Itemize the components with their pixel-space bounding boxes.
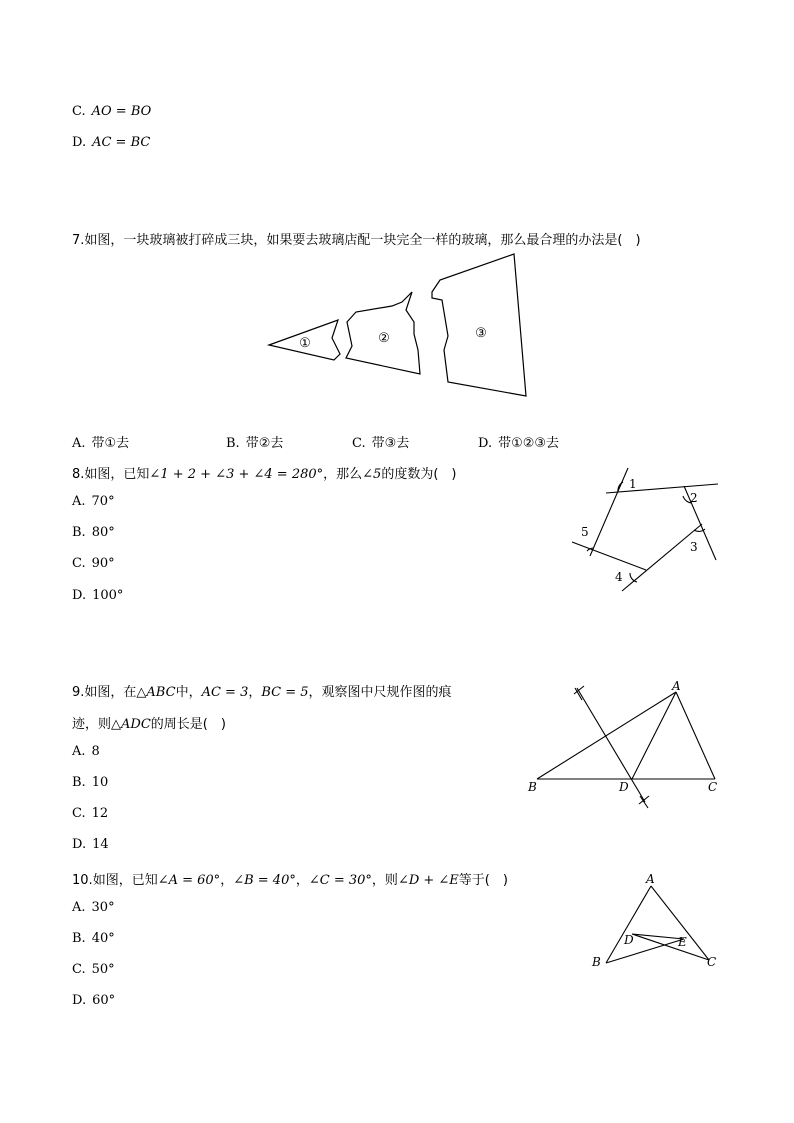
q8-option-d [72,588,123,603]
option-letter: B. [72,775,86,790]
option-letter: C. [72,556,86,571]
point-label-d: D [624,933,634,947]
point-label-b: B [528,780,537,794]
stem-text: 如图，已知 [84,467,150,482]
option-text: AC = BC [92,135,151,150]
stem-math: ∠B = 40° [233,873,296,888]
point-label-d: D [619,780,629,794]
question-text: 如图，一块玻璃被打碎成三块，如果要去玻璃店配一块完全一样的玻璃，那么最合理的办法是( ) [84,233,641,248]
stem-math: ∠D + ∠E [397,873,459,888]
question-number: 9. [72,685,85,700]
option-text: 60° [92,993,116,1008]
point-label-c: C [708,780,718,794]
q10-option-b [72,931,115,946]
q8-pentagon-figure [566,462,726,597]
option-letter: C. [352,436,366,451]
stem-math: ∠A = 60° [157,873,221,888]
option-text: 带①去 [91,436,130,451]
question-number: 8. [72,467,85,482]
option-text: 30° [91,900,115,915]
q9-stem-line2 [72,713,226,732]
stem-text: ，则 [371,873,398,888]
option-letter: D. [72,837,87,852]
option-text: AO = BO [91,104,152,119]
stem-text: ，那么 [323,467,363,482]
angle-label-4: 4 [615,570,623,584]
option-text: 40° [91,931,115,946]
side-line [606,484,718,493]
option-letter: A. [72,494,86,509]
stem-math: ∠C = 30° [308,873,372,888]
point-label-e: E [678,935,687,949]
piece-label-2: ② [378,331,390,346]
q8-option-c [72,556,115,571]
angle-label-1: 1 [629,477,637,491]
option-letter: B. [226,436,240,451]
segment-ac [676,692,715,779]
q7-option-d [478,432,559,451]
option-text: 带②去 [245,436,284,451]
side-line [590,468,628,556]
q9-stem-line1 [72,681,452,700]
option-text: 100° [92,588,124,603]
stem-math: ∠1 + 2 + ∠3 + ∠4 = 280° [149,467,324,482]
stem-math: BC = 5 [261,685,309,700]
option-text: 带③去 [371,436,410,451]
stem-math: ∠5 [362,467,382,482]
option-text: 80° [91,525,115,540]
q8-stem [72,463,456,482]
q9-triangle-figure [522,676,726,812]
option-letter: A. [72,744,86,759]
stem-text: ， [295,873,309,888]
option-text: 50° [91,962,115,977]
segment-ab [537,692,676,779]
option-letter: A. [72,436,86,451]
stem-text: 中， [175,685,202,700]
q6-option-d [72,135,150,150]
q9-option-b [72,775,108,790]
stem-text: 如图，已知 [92,873,158,888]
stem-math: △ABC [136,685,176,700]
point-label-c: C [707,955,717,969]
option-letter: B. [72,931,86,946]
option-letter: B. [72,525,86,540]
point-label-a: A [646,872,655,886]
q7-option-a [72,432,129,451]
q7-glass-figure [262,250,532,400]
stem-math: AC = 3 [201,685,249,700]
angle-label-3: 3 [690,540,698,554]
question-number: 10. [72,873,93,888]
segment-ad [632,692,676,779]
option-letter: D. [72,135,87,150]
point-label-b: B [592,955,601,969]
stem-text: 迹，则 [72,717,112,732]
option-text: 14 [92,837,109,852]
option-text: 10 [91,775,109,790]
piece-label-3: ③ [475,326,487,341]
option-letter: D. [478,436,493,451]
option-text: 12 [91,806,109,821]
angle-label-2: 2 [690,491,698,505]
q10-option-c [72,962,115,977]
stem-text: ， [220,873,234,888]
point-label-a: A [672,679,681,693]
option-letter: C. [72,962,86,977]
stem-text: 等于( ) [458,873,508,888]
arc-mark [574,686,584,694]
option-letter: A. [72,900,86,915]
option-letter: C. [72,104,86,119]
perpendicular-bisector [577,688,645,802]
angle-label-5: 5 [581,525,589,539]
q10-angle-figure [586,868,726,972]
glass-piece-3 [432,254,526,396]
option-letter: D. [72,588,87,603]
angle-arc-4 [630,573,637,582]
side-line [684,486,716,560]
stem-text: 的周长是( ) [150,717,226,732]
q7-option-c [352,432,409,451]
stem-text: 如图，在 [84,685,137,700]
q7-stem [72,229,641,248]
question-number: 7. [72,233,85,248]
q10-option-a [72,900,115,915]
option-text: 8 [91,744,100,759]
stem-math: △ADC [111,717,151,732]
q7-option-b [226,432,283,451]
stem-text: ， [248,685,262,700]
piece-label-1: ① [299,336,311,351]
side-line [572,542,646,570]
option-text: 70° [91,494,115,509]
option-letter: D. [72,993,87,1008]
stem-text: 的度数为( ) [381,467,457,482]
option-text: 带①②③去 [498,436,560,451]
q9-option-a [72,744,100,759]
q9-option-d [72,837,109,852]
q8-option-a [72,494,115,509]
option-letter: C. [72,806,86,821]
q9-option-c [72,806,108,821]
option-text: 90° [91,556,115,571]
q6-option-c [72,104,151,119]
q10-stem [72,869,508,888]
q8-option-b [72,525,115,540]
q10-option-d [72,993,115,1008]
stem-text: ，观察图中尺规作图的痕 [308,685,452,700]
